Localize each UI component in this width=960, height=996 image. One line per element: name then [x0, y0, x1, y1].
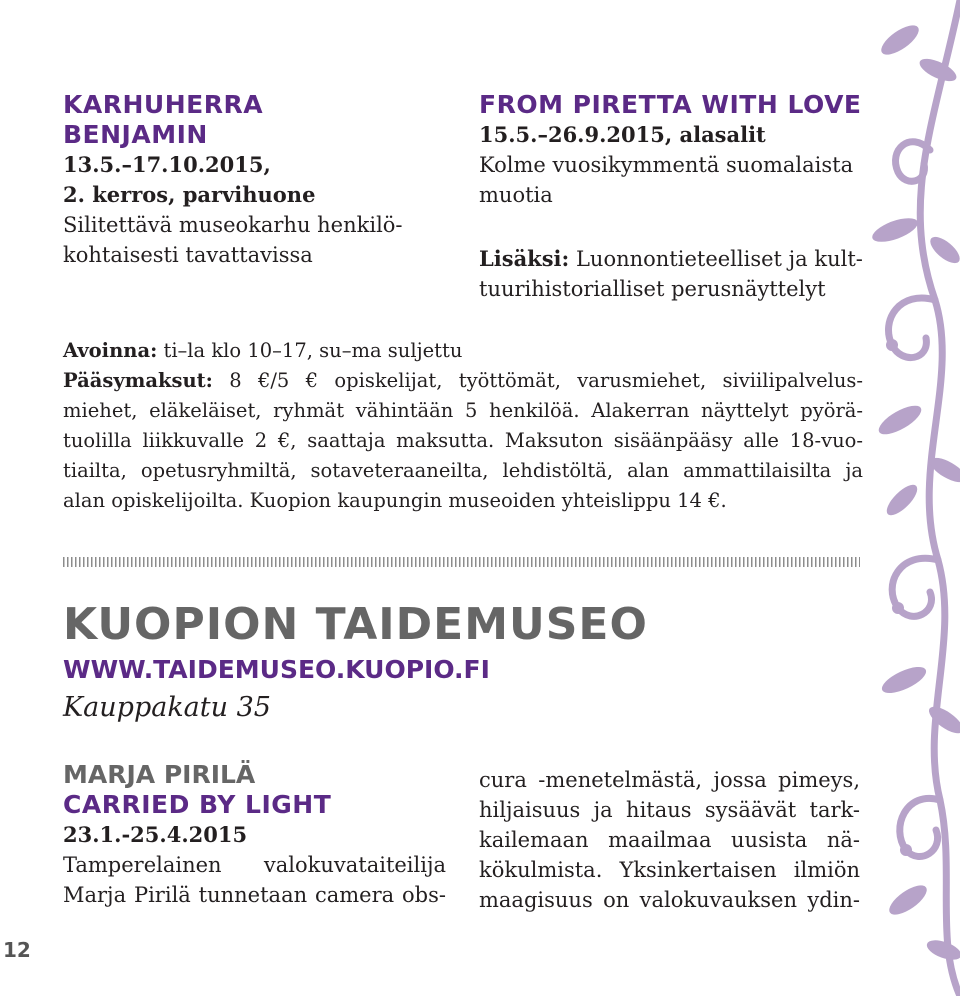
- exhibit-piretta: [479, 90, 864, 304]
- opening-hours-text: ti–la klo 10–17, su–ma suljettu: [163, 339, 463, 362]
- exhibit-text-line: kökulmista. Yksinkertaisen ilmiön: [479, 858, 860, 882]
- exhibit-title: FROM PIRETTA WITH LOVE: [479, 90, 862, 119]
- exhibit-text-line: Marja Pirilä tunnetaan camera obs-: [63, 883, 446, 907]
- exhibit-location: 2. kerros, parvihuone: [63, 182, 316, 207]
- exhibit-text-line: hiljaisuus ja hitaus sysäävät tark-: [479, 798, 860, 822]
- admission-fees-text: 8 €/5 € opiskelijat, työttömät, varusmiehet, siviilipalvelus-miehet, eläkeläiset, ryhmät vähintään 5 henkilöä. Alakerran näyttelyt pyörä-tuolilla liikkuvalle 2 €, saattaja maksutta. Maksuton sisäänpääsy alle 18-vuo-tiailta, opetusryhmiltä, sotaveteraaneilta, lehdistöltä, alan ammattilaisilta ja alan opiskelijoilta. Kuopion kaupungin museoiden yhteislippu 14 €.: [63, 369, 863, 512]
- exhibit-title: KARHUHERRA BENJAMIN: [63, 90, 264, 149]
- exhibit-text-line: maagisuus on valokuvauksen ydin-: [479, 888, 860, 912]
- museum-address: Kauppakatu 35: [63, 692, 271, 723]
- exhibit-dates: 15.5.–26.9.2015, alasalit: [479, 122, 766, 147]
- museum-url-link[interactable]: WWW.TAIDEMUSEO.KUOPIO.FI: [63, 655, 490, 684]
- also-label: Lisäksi:: [479, 246, 570, 271]
- exhibit-title: CARRIED BY LIGHT: [63, 790, 332, 819]
- exhibit-text-line: cura -menetelmästä, jossa pimeys,: [479, 768, 860, 792]
- exhibit-description-line: kohtaisesti tavattavissa: [63, 243, 313, 267]
- also-line: [479, 244, 864, 274]
- page-number: 12: [3, 938, 31, 962]
- exhibit-description-line: Silitettävä museokarhu henkilö-: [63, 213, 403, 237]
- exhibit-pirila: [63, 760, 446, 910]
- exhibit-text-line: Tamperelainen valokuvataiteilija: [63, 853, 446, 877]
- visitor-info: [63, 336, 863, 516]
- opening-hours-label: Avoinna:: [63, 339, 158, 362]
- exhibit-karhuherra: [63, 90, 403, 270]
- admission-fees-label: Pääsymaksut:: [63, 369, 213, 392]
- exhibit-dates: 23.1.-25.4.2015: [63, 822, 248, 847]
- admission-fees: [63, 366, 863, 516]
- exhibit-description-line: muotia: [479, 183, 553, 207]
- exhibit-text-line: kailemaan maailmaa uusista nä-: [479, 828, 860, 852]
- exhibit-dates: 13.5.–17.10.2015,: [63, 152, 271, 177]
- dotted-divider: [63, 557, 860, 567]
- also-line-2: tuurihistorialliset perusnäyttelyt: [479, 277, 826, 301]
- exhibit-description-line: Kolme vuosikymmentä suomalaista: [479, 153, 854, 177]
- opening-hours: [63, 336, 863, 366]
- artist-name: MARJA PIRILÄ: [63, 760, 256, 789]
- also-text: Luonnontieteelliset ja kult-: [575, 247, 863, 271]
- museum-name: KUOPION TAIDEMUSEO: [63, 599, 648, 650]
- exhibit-pirila-continued: [479, 765, 860, 915]
